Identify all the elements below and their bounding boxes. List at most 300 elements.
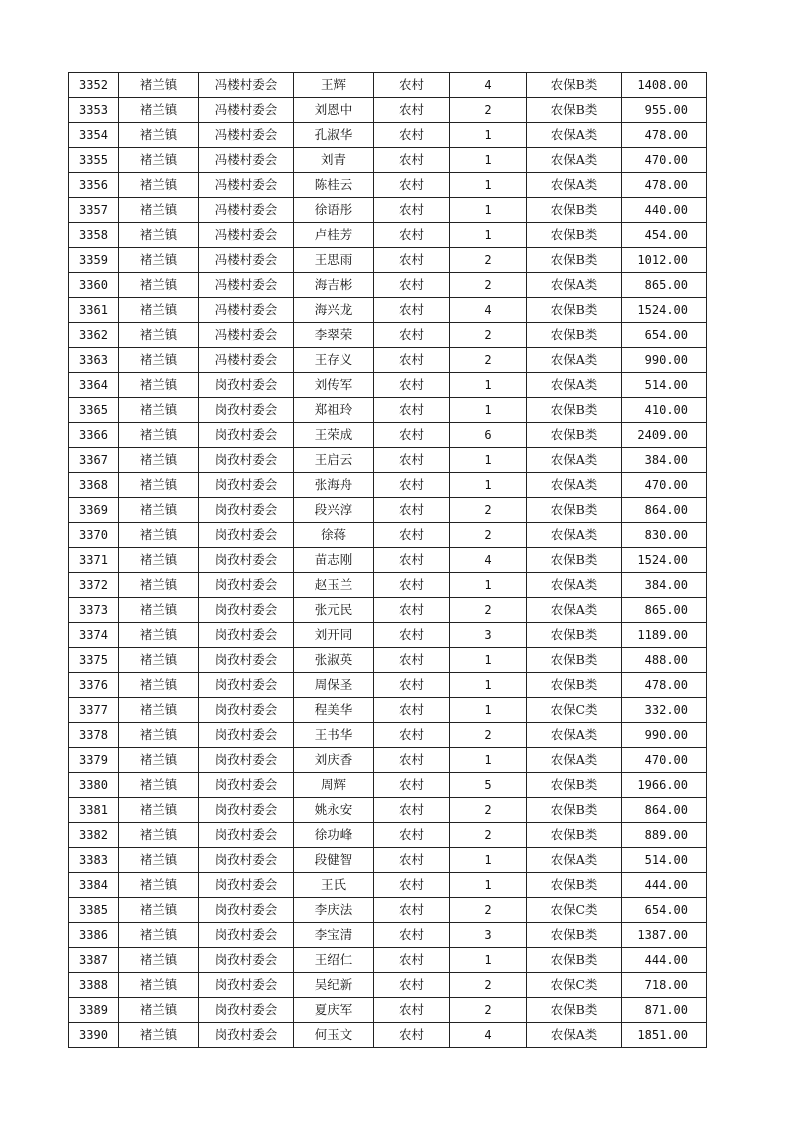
name-cell: 刘青 (294, 148, 374, 173)
id-cell: 3355 (69, 148, 119, 173)
id-cell: 3374 (69, 623, 119, 648)
table-row (69, 648, 707, 673)
table-row (69, 73, 707, 98)
town-cell: 褚兰镇 (119, 273, 199, 298)
household-size-cell: 2 (450, 823, 527, 848)
amount-cell: 384.00 (622, 448, 707, 473)
village-cell: 岗孜村委会 (199, 923, 294, 948)
table-row (69, 348, 707, 373)
town-cell: 褚兰镇 (119, 173, 199, 198)
household-size-cell: 4 (450, 1023, 527, 1048)
name-cell: 郑祖玲 (294, 398, 374, 423)
id-cell: 3383 (69, 848, 119, 873)
area-cell: 农村 (374, 798, 450, 823)
village-cell: 岗孜村委会 (199, 798, 294, 823)
records-table (68, 72, 707, 1048)
town-cell: 褚兰镇 (119, 998, 199, 1023)
category-cell: 农保A类 (527, 348, 622, 373)
table-row (69, 523, 707, 548)
household-size-cell: 1 (450, 198, 527, 223)
amount-cell: 1524.00 (622, 298, 707, 323)
area-cell: 农村 (374, 298, 450, 323)
name-cell: 赵玉兰 (294, 573, 374, 598)
area-cell: 农村 (374, 448, 450, 473)
village-cell: 冯楼村委会 (199, 148, 294, 173)
id-cell: 3366 (69, 423, 119, 448)
category-cell: 农保A类 (527, 598, 622, 623)
name-cell: 段健智 (294, 848, 374, 873)
area-cell: 农村 (374, 323, 450, 348)
category-cell: 农保B类 (527, 223, 622, 248)
household-size-cell: 3 (450, 923, 527, 948)
category-cell: 农保B类 (527, 323, 622, 348)
household-size-cell: 1 (450, 398, 527, 423)
table-row (69, 973, 707, 998)
town-cell: 褚兰镇 (119, 973, 199, 998)
category-cell: 农保B类 (527, 548, 622, 573)
id-cell: 3378 (69, 723, 119, 748)
name-cell: 王启云 (294, 448, 374, 473)
village-cell: 岗孜村委会 (199, 373, 294, 398)
amount-cell: 1189.00 (622, 623, 707, 648)
name-cell: 王荣成 (294, 423, 374, 448)
category-cell: 农保B类 (527, 798, 622, 823)
town-cell: 褚兰镇 (119, 373, 199, 398)
town-cell: 褚兰镇 (119, 648, 199, 673)
area-cell: 农村 (374, 948, 450, 973)
name-cell: 孔淑华 (294, 123, 374, 148)
area-cell: 农村 (374, 248, 450, 273)
town-cell: 褚兰镇 (119, 223, 199, 248)
table-row (69, 848, 707, 873)
name-cell: 刘庆香 (294, 748, 374, 773)
name-cell: 王思雨 (294, 248, 374, 273)
id-cell: 3384 (69, 873, 119, 898)
village-cell: 岗孜村委会 (199, 423, 294, 448)
name-cell: 何玉文 (294, 1023, 374, 1048)
town-cell: 褚兰镇 (119, 98, 199, 123)
category-cell: 农保B类 (527, 73, 622, 98)
area-cell: 农村 (374, 148, 450, 173)
village-cell: 冯楼村委会 (199, 248, 294, 273)
town-cell: 褚兰镇 (119, 623, 199, 648)
area-cell: 农村 (374, 423, 450, 448)
household-size-cell: 2 (450, 498, 527, 523)
area-cell: 农村 (374, 973, 450, 998)
amount-cell: 955.00 (622, 98, 707, 123)
village-cell: 冯楼村委会 (199, 273, 294, 298)
household-size-cell: 1 (450, 223, 527, 248)
category-cell: 农保A类 (527, 448, 622, 473)
table-row (69, 398, 707, 423)
amount-cell: 990.00 (622, 723, 707, 748)
area-cell: 农村 (374, 773, 450, 798)
household-size-cell: 2 (450, 598, 527, 623)
village-cell: 冯楼村委会 (199, 348, 294, 373)
village-cell: 岗孜村委会 (199, 673, 294, 698)
village-cell: 岗孜村委会 (199, 1023, 294, 1048)
household-size-cell: 1 (450, 698, 527, 723)
town-cell: 褚兰镇 (119, 498, 199, 523)
name-cell: 王绍仁 (294, 948, 374, 973)
amount-cell: 654.00 (622, 323, 707, 348)
village-cell: 岗孜村委会 (199, 598, 294, 623)
table-row (69, 923, 707, 948)
town-cell: 褚兰镇 (119, 598, 199, 623)
table-row (69, 873, 707, 898)
id-cell: 3369 (69, 498, 119, 523)
category-cell: 农保A类 (527, 523, 622, 548)
name-cell: 程美华 (294, 698, 374, 723)
town-cell: 褚兰镇 (119, 448, 199, 473)
area-cell: 农村 (374, 598, 450, 623)
id-cell: 3382 (69, 823, 119, 848)
category-cell: 农保B类 (527, 773, 622, 798)
table-row (69, 273, 707, 298)
village-cell: 岗孜村委会 (199, 648, 294, 673)
id-cell: 3377 (69, 698, 119, 723)
town-cell: 褚兰镇 (119, 1023, 199, 1048)
category-cell: 农保C类 (527, 698, 622, 723)
name-cell: 陈桂云 (294, 173, 374, 198)
name-cell: 海吉彬 (294, 273, 374, 298)
area-cell: 农村 (374, 498, 450, 523)
area-cell: 农村 (374, 823, 450, 848)
area-cell: 农村 (374, 73, 450, 98)
town-cell: 褚兰镇 (119, 773, 199, 798)
town-cell: 褚兰镇 (119, 748, 199, 773)
name-cell: 王存义 (294, 348, 374, 373)
name-cell: 李翠荣 (294, 323, 374, 348)
name-cell: 张淑英 (294, 648, 374, 673)
amount-cell: 865.00 (622, 598, 707, 623)
name-cell: 王氏 (294, 873, 374, 898)
table-body (69, 73, 707, 1048)
category-cell: 农保B类 (527, 998, 622, 1023)
household-size-cell: 4 (450, 548, 527, 573)
area-cell: 农村 (374, 98, 450, 123)
category-cell: 农保B类 (527, 398, 622, 423)
household-size-cell: 2 (450, 723, 527, 748)
area-cell: 农村 (374, 923, 450, 948)
village-cell: 冯楼村委会 (199, 98, 294, 123)
household-size-cell: 4 (450, 73, 527, 98)
town-cell: 褚兰镇 (119, 673, 199, 698)
town-cell: 褚兰镇 (119, 148, 199, 173)
area-cell: 农村 (374, 523, 450, 548)
table-row (69, 173, 707, 198)
category-cell: 农保A类 (527, 573, 622, 598)
amount-cell: 1851.00 (622, 1023, 707, 1048)
amount-cell: 864.00 (622, 498, 707, 523)
town-cell: 褚兰镇 (119, 198, 199, 223)
area-cell: 农村 (374, 898, 450, 923)
amount-cell: 470.00 (622, 748, 707, 773)
table-row (69, 373, 707, 398)
id-cell: 3376 (69, 673, 119, 698)
village-cell: 岗孜村委会 (199, 723, 294, 748)
amount-cell: 488.00 (622, 648, 707, 673)
village-cell: 冯楼村委会 (199, 223, 294, 248)
table-row (69, 748, 707, 773)
village-cell: 岗孜村委会 (199, 623, 294, 648)
amount-cell: 478.00 (622, 173, 707, 198)
table-row (69, 298, 707, 323)
name-cell: 张元民 (294, 598, 374, 623)
name-cell: 刘恩中 (294, 98, 374, 123)
category-cell: 农保B类 (527, 673, 622, 698)
table-row (69, 998, 707, 1023)
name-cell: 海兴龙 (294, 298, 374, 323)
id-cell: 3362 (69, 323, 119, 348)
town-cell: 褚兰镇 (119, 323, 199, 348)
id-cell: 3389 (69, 998, 119, 1023)
category-cell: 农保B类 (527, 498, 622, 523)
town-cell: 褚兰镇 (119, 523, 199, 548)
town-cell: 褚兰镇 (119, 73, 199, 98)
household-size-cell: 2 (450, 998, 527, 1023)
village-cell: 岗孜村委会 (199, 573, 294, 598)
category-cell: 农保C类 (527, 973, 622, 998)
category-cell: 农保A类 (527, 748, 622, 773)
town-cell: 褚兰镇 (119, 898, 199, 923)
household-size-cell: 1 (450, 573, 527, 598)
amount-cell: 1012.00 (622, 248, 707, 273)
amount-cell: 889.00 (622, 823, 707, 848)
town-cell: 褚兰镇 (119, 573, 199, 598)
category-cell: 农保A类 (527, 1023, 622, 1048)
amount-cell: 718.00 (622, 973, 707, 998)
village-cell: 岗孜村委会 (199, 948, 294, 973)
village-cell: 岗孜村委会 (199, 973, 294, 998)
table-row (69, 773, 707, 798)
id-cell: 3390 (69, 1023, 119, 1048)
name-cell: 刘开同 (294, 623, 374, 648)
village-cell: 冯楼村委会 (199, 323, 294, 348)
household-size-cell: 2 (450, 273, 527, 298)
amount-cell: 1408.00 (622, 73, 707, 98)
name-cell: 段兴淳 (294, 498, 374, 523)
town-cell: 褚兰镇 (119, 423, 199, 448)
table-row (69, 623, 707, 648)
name-cell: 吴纪新 (294, 973, 374, 998)
area-cell: 农村 (374, 698, 450, 723)
id-cell: 3356 (69, 173, 119, 198)
household-size-cell: 1 (450, 448, 527, 473)
town-cell: 褚兰镇 (119, 723, 199, 748)
village-cell: 岗孜村委会 (199, 698, 294, 723)
category-cell: 农保A类 (527, 473, 622, 498)
amount-cell: 444.00 (622, 948, 707, 973)
id-cell: 3373 (69, 598, 119, 623)
household-size-cell: 1 (450, 473, 527, 498)
id-cell: 3381 (69, 798, 119, 823)
household-size-cell: 6 (450, 423, 527, 448)
household-size-cell: 1 (450, 373, 527, 398)
amount-cell: 514.00 (622, 373, 707, 398)
id-cell: 3360 (69, 273, 119, 298)
id-cell: 3357 (69, 198, 119, 223)
household-size-cell: 1 (450, 148, 527, 173)
area-cell: 农村 (374, 673, 450, 698)
area-cell: 农村 (374, 348, 450, 373)
table-row (69, 548, 707, 573)
amount-cell: 478.00 (622, 123, 707, 148)
category-cell: 农保A类 (527, 123, 622, 148)
village-cell: 岗孜村委会 (199, 873, 294, 898)
table-row (69, 473, 707, 498)
name-cell: 苗志刚 (294, 548, 374, 573)
amount-cell: 440.00 (622, 198, 707, 223)
category-cell: 农保B类 (527, 423, 622, 448)
name-cell: 王辉 (294, 73, 374, 98)
table-row (69, 123, 707, 148)
town-cell: 褚兰镇 (119, 948, 199, 973)
table-row (69, 248, 707, 273)
table-row (69, 448, 707, 473)
category-cell: 农保B类 (527, 648, 622, 673)
village-cell: 岗孜村委会 (199, 998, 294, 1023)
id-cell: 3368 (69, 473, 119, 498)
name-cell: 徐语彤 (294, 198, 374, 223)
id-cell: 3359 (69, 248, 119, 273)
table-row (69, 498, 707, 523)
table-row (69, 598, 707, 623)
id-cell: 3363 (69, 348, 119, 373)
id-cell: 3361 (69, 298, 119, 323)
category-cell: 农保B类 (527, 923, 622, 948)
household-size-cell: 2 (450, 973, 527, 998)
id-cell: 3352 (69, 73, 119, 98)
amount-cell: 470.00 (622, 148, 707, 173)
amount-cell: 454.00 (622, 223, 707, 248)
id-cell: 3380 (69, 773, 119, 798)
village-cell: 岗孜村委会 (199, 898, 294, 923)
name-cell: 徐功峰 (294, 823, 374, 848)
category-cell: 农保A类 (527, 848, 622, 873)
household-size-cell: 1 (450, 648, 527, 673)
category-cell: 农保B类 (527, 198, 622, 223)
amount-cell: 654.00 (622, 898, 707, 923)
category-cell: 农保A类 (527, 148, 622, 173)
table-row (69, 698, 707, 723)
amount-cell: 478.00 (622, 673, 707, 698)
household-size-cell: 2 (450, 798, 527, 823)
table-row (69, 198, 707, 223)
village-cell: 冯楼村委会 (199, 298, 294, 323)
name-cell: 李庆法 (294, 898, 374, 923)
table-row (69, 573, 707, 598)
table-row (69, 673, 707, 698)
category-cell: 农保B类 (527, 823, 622, 848)
name-cell: 徐蒋 (294, 523, 374, 548)
category-cell: 农保B类 (527, 298, 622, 323)
village-cell: 岗孜村委会 (199, 523, 294, 548)
table-row (69, 323, 707, 348)
name-cell: 王书华 (294, 723, 374, 748)
area-cell: 农村 (374, 748, 450, 773)
household-size-cell: 2 (450, 348, 527, 373)
town-cell: 褚兰镇 (119, 873, 199, 898)
household-size-cell: 2 (450, 523, 527, 548)
amount-cell: 865.00 (622, 273, 707, 298)
village-cell: 冯楼村委会 (199, 173, 294, 198)
household-size-cell: 4 (450, 298, 527, 323)
amount-cell: 470.00 (622, 473, 707, 498)
household-size-cell: 1 (450, 873, 527, 898)
village-cell: 冯楼村委会 (199, 198, 294, 223)
category-cell: 农保B类 (527, 248, 622, 273)
id-cell: 3388 (69, 973, 119, 998)
name-cell: 卢桂芳 (294, 223, 374, 248)
village-cell: 岗孜村委会 (199, 848, 294, 873)
area-cell: 农村 (374, 123, 450, 148)
name-cell: 刘传军 (294, 373, 374, 398)
table-row (69, 823, 707, 848)
household-size-cell: 1 (450, 848, 527, 873)
table-row (69, 1023, 707, 1048)
id-cell: 3353 (69, 98, 119, 123)
town-cell: 褚兰镇 (119, 248, 199, 273)
town-cell: 褚兰镇 (119, 123, 199, 148)
area-cell: 农村 (374, 998, 450, 1023)
category-cell: 农保C类 (527, 898, 622, 923)
id-cell: 3385 (69, 898, 119, 923)
name-cell: 周辉 (294, 773, 374, 798)
area-cell: 农村 (374, 848, 450, 873)
table-row (69, 898, 707, 923)
amount-cell: 871.00 (622, 998, 707, 1023)
town-cell: 褚兰镇 (119, 398, 199, 423)
category-cell: 农保A类 (527, 373, 622, 398)
id-cell: 3379 (69, 748, 119, 773)
household-size-cell: 1 (450, 673, 527, 698)
id-cell: 3370 (69, 523, 119, 548)
amount-cell: 864.00 (622, 798, 707, 823)
name-cell: 周保圣 (294, 673, 374, 698)
village-cell: 冯楼村委会 (199, 73, 294, 98)
amount-cell: 830.00 (622, 523, 707, 548)
household-size-cell: 5 (450, 773, 527, 798)
amount-cell: 444.00 (622, 873, 707, 898)
town-cell: 褚兰镇 (119, 348, 199, 373)
village-cell: 岗孜村委会 (199, 548, 294, 573)
area-cell: 农村 (374, 573, 450, 598)
town-cell: 褚兰镇 (119, 923, 199, 948)
id-cell: 3358 (69, 223, 119, 248)
area-cell: 农村 (374, 723, 450, 748)
household-size-cell: 1 (450, 123, 527, 148)
id-cell: 3371 (69, 548, 119, 573)
area-cell: 农村 (374, 473, 450, 498)
amount-cell: 2409.00 (622, 423, 707, 448)
village-cell: 岗孜村委会 (199, 823, 294, 848)
town-cell: 褚兰镇 (119, 298, 199, 323)
table-row (69, 798, 707, 823)
amount-cell: 1524.00 (622, 548, 707, 573)
amount-cell: 514.00 (622, 848, 707, 873)
household-size-cell: 2 (450, 98, 527, 123)
household-size-cell: 2 (450, 323, 527, 348)
id-cell: 3365 (69, 398, 119, 423)
category-cell: 农保B类 (527, 98, 622, 123)
town-cell: 褚兰镇 (119, 848, 199, 873)
town-cell: 褚兰镇 (119, 548, 199, 573)
amount-cell: 1387.00 (622, 923, 707, 948)
household-size-cell: 1 (450, 748, 527, 773)
table-row (69, 723, 707, 748)
village-cell: 冯楼村委会 (199, 123, 294, 148)
